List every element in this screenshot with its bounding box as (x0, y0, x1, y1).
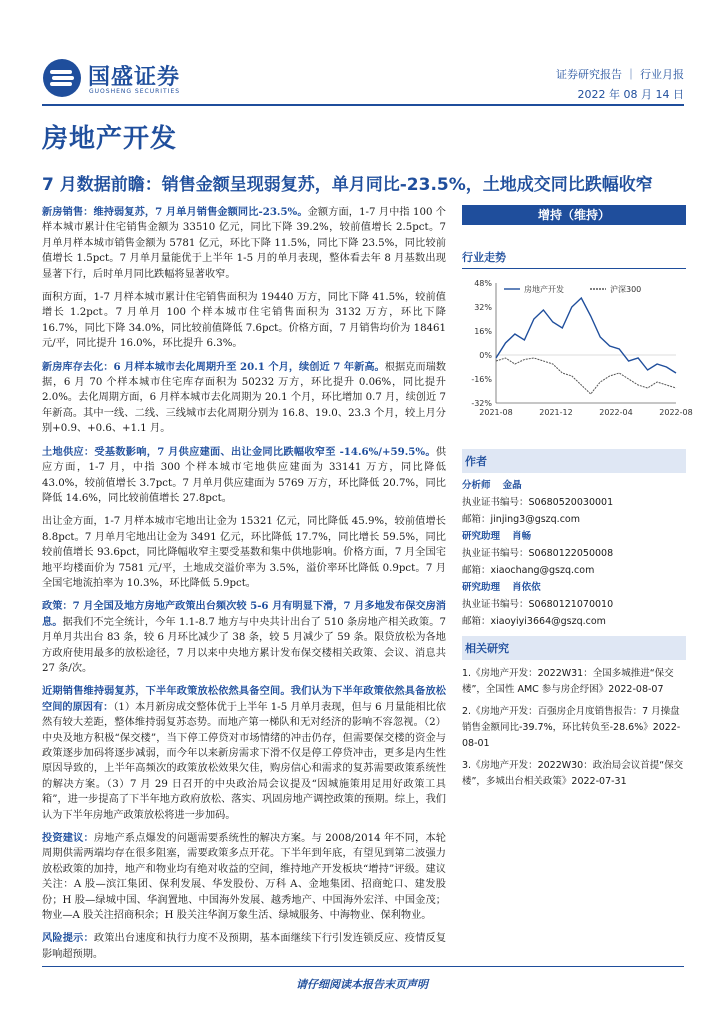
analyst-row: 分析师 金晶 (462, 480, 522, 491)
x-tick-label: 2021-08 (479, 408, 513, 417)
report-date: 2022 年 08 月 14 日 (577, 88, 684, 101)
analyst-email[interactable]: 邮箱：jinjing3@gszq.com (462, 514, 580, 525)
para-outlook: 近期销售维持弱复苏，下半年政策放松依然具备空间。我们认为下半年政策依然具备放松空间的原因有：（1）本月新房成交整体优于上半年 1-5 月单月表现，但与 6 月量能相比依然有较大差距，整体维持弱复苏态势。而地产第一梯队和无对经济的影响不容忽视。（2）中央及地方积极“保交楼”，当下停工停贷对市场情绪的冲击仍存，但需要保交楼的资金与政策逐步加码将逐步减弱，而今年以来新房需求下滑不仅是停工停贷冲击，更多是内生性原因导致的，上半年高频次的政策放松效果欠佳，购房信心和需求的复苏需要政策系统性的解决方案。（3）7 月 29 日召开的中央政治局会议提及“因城施策用足用好政策工具箱”，进一步提高了下半年地方政府放松、落实、巩固房地产调控政策的预期。综上，我们认为下半年房地产政策放松将进一步加码。 (42, 685, 446, 821)
author-title: 作者 (462, 449, 686, 473)
report-type: 证券研究报告 ｜ 行业月报 (556, 68, 684, 81)
header-divider (42, 104, 684, 106)
main-body (42, 205, 446, 970)
x-tick-label: 2022-04 (599, 408, 633, 417)
trend-chart (462, 275, 693, 425)
series-line-csi300 (496, 358, 676, 394)
brand-name-cn: 国盛证券 (88, 65, 181, 90)
ra2-cert: 执业证书编号：S0680121070010 (462, 599, 614, 610)
x-tick-label: 2022-08 (659, 408, 693, 417)
para-area: 面积方面，1-7 月样本城市累计住宅销售面积为 19440 万方，同比下降 41.5%，较前值增长 1.2pct。7 月单月 100 个样本城市住宅销售面积为 3132 万方，环比下降 16.7%，同比下降 34.0%，同比较前值降低 7.6pct。价格方面，7 月销售均价为 18461 元/平，同比提升 16.0%，环比提升 6.3%。 (42, 292, 446, 350)
para-policy: 政策：7 月全国及地方房地产政策出台频次较 5-6 月有明显下滑，7 月多地发布保交房消息。据我们不完全统计，今年 1.1-8.7 地方与中央共计出台了 510 条房地产相关政策。7 月单月共出台 83 条，较 6 月环比减少了 38 条，较 5 月减少了 59 条。限贷放松为各地方政府使用最多的放松途径，7 月以来中央地方累计发布保交楼相关政策、会议、消息共 27 条/次。 (42, 600, 446, 674)
para-investment: 投资建议：房地产系点爆发的问题需要系统性的解决方案。与 2008/2014 年不同，本轮周期供需两端均存在很多阻塞，需要政策多点开花。下半年到年底，有望见到第二波强力放松政策的加持，地产和物业均有绝对收益的空间，维持地产开发板块“增持”评级。建议关注：A 股—滨江集团、保利发展、华发股份、万科 A、金地集团、招商蛇口、建发股份；H 股—绿城中国、华润置地、中国海外发展、越秀地产、中国海外宏洋、中国金茂；物业—A 股关注招商积余；H 股关注华润万象生活、绿城服务、中海物业、保利物业。 (42, 832, 446, 922)
y-tick-label: 0% (479, 351, 492, 360)
rating-badge: 增持（维持） (462, 205, 686, 225)
legend-label: 沪深300 (610, 285, 642, 294)
footer-disclaimer: 请仔细阅读本报告末页声明 (296, 978, 428, 991)
author-block (462, 477, 686, 630)
analyst-cert: 执业证书编号：S0680520030001 (462, 497, 614, 508)
sector-title: 房地产开发 (42, 124, 178, 154)
report-headline: 7 月数据前瞻：销售金额呈现弱复苏，单月同比-23.5%，土地成交同比跌幅收窄 (42, 175, 653, 195)
brand-logo (42, 58, 192, 100)
ra1-email[interactable]: 邮箱：xiaochang@gszq.com (462, 565, 595, 576)
ra2-row: 研究助理 肖依依 (462, 582, 541, 593)
y-tick-label: -16% (471, 375, 492, 384)
series-line-real-estate (496, 298, 676, 373)
related-title: 相关研究 (462, 636, 686, 660)
para-risk: 风险提示：政策出台速度和执行力度不及预期，基本面继续下行引发连锁反应、疫情反复影响超预期。 (42, 932, 447, 960)
related-item[interactable]: 2.《房地产开发：百强房企月度销售报告：7 月操盘销售金额同比-39.7%，环比转负至-28.6%》2022-08-01 (462, 706, 681, 749)
related-item[interactable]: 3.《房地产开发：2022W30：政治局会议首提“保交楼”，多城出台相关政策》2022-07-31 (462, 760, 684, 787)
para-land-supply: 土地供应：受基数影响，7 月供应建面、出让金同比跌幅收窄至 -14.6%/+59.5%。供应方面，1-7 月，中指 300 个样本城市宅地供应建面为 33141 万方，同比降低 43.0%，较前值增长 3.7pct。7 月单月供应建面为 5769 万方，环比降低 20.7%，同比降低 14.6%，同比较前值增长 27.8pct。 (42, 445, 446, 504)
para-land-fee: 出让金方面，1-7 月样本城市宅地出让金为 15321 亿元，同比降低 45.9%，较前值增长 8.8pct。7 月单月宅地出让金为 3491 亿元，环比降低 17.7%，同比增长 59.5%，同比较前值增长 93.6pct，同比降幅收窄主要受基数和集中供地影响。价格方面，7 月全国宅地平均楼面价为 7581 元/平，土地成交溢价率为 3.5%，溢价率环比降低 0.9pct。7 月全国宅地流拍率为 10.3%，环比降低 5.9pct。 (42, 516, 446, 589)
related-item[interactable]: 1.《房地产开发：2022W31：全国多城推进“保交楼”，全国性 AMC 参与房企纾困》2022-08-07 (462, 668, 674, 695)
ra1-row: 研究助理 肖畅 (462, 531, 532, 542)
trend-chart-svg (462, 275, 693, 425)
logo-mark-icon (42, 58, 82, 98)
para-sales: 新房销售：维持弱复苏，7 月单月销售金额同比-23.5%。金额方面，1-7 月中指 100 个样本城市累计住宅销售金额为 33510 亿元，同比下降 39.2%，较前值增长 2.5pct。7 月单月样本城市销售金额为 5781 亿元，环比下降 11.5%，同比下降 23.5%，同比较前值增长 1.5pct。7 月单月量能优于上半年 1-5 月的单月表现，整体看去年 8 月基数出现显著下行，后时单月同比跌幅将显著收窄。 (42, 206, 446, 280)
legend-label: 房地产开发 (524, 285, 564, 294)
footer-divider (42, 966, 684, 967)
ra2-email[interactable]: 邮箱：xiaoyiyi3664@gszq.com (462, 616, 606, 627)
para-inventory: 新房库存去化：6 月样本城市去化周期升至 20.1 个月，续创近 7 年新高。根据克而瑞数据，6 月 70 个样本城市住宅库存面积为 50232 万方，环比提升 0.06%，同比提升 2.0%。去化周期方面，6 月样本城市去化周期为 20.1 个月，环比增加 0.7 月，续创近 7 年新高。其中一线、二线、三线城市去化周期分别为 16.8、19.0、23.3 个月，较上月分别+0.9、+0.6、+1.1 月。 (42, 360, 446, 435)
y-tick-label: -32% (471, 399, 492, 408)
ra1-cert: 执业证书编号：S0680122050008 (462, 548, 614, 559)
x-tick-label: 2021-12 (539, 408, 573, 417)
related-list (462, 666, 686, 790)
y-tick-label: 16% (474, 327, 492, 336)
brand-name-en: GUOSHENG SECURITIES (89, 88, 181, 95)
sidebar (462, 205, 693, 796)
y-tick-label: 48% (474, 279, 492, 288)
y-tick-label: 32% (474, 303, 492, 312)
trend-title: 行业走势 (462, 249, 686, 269)
